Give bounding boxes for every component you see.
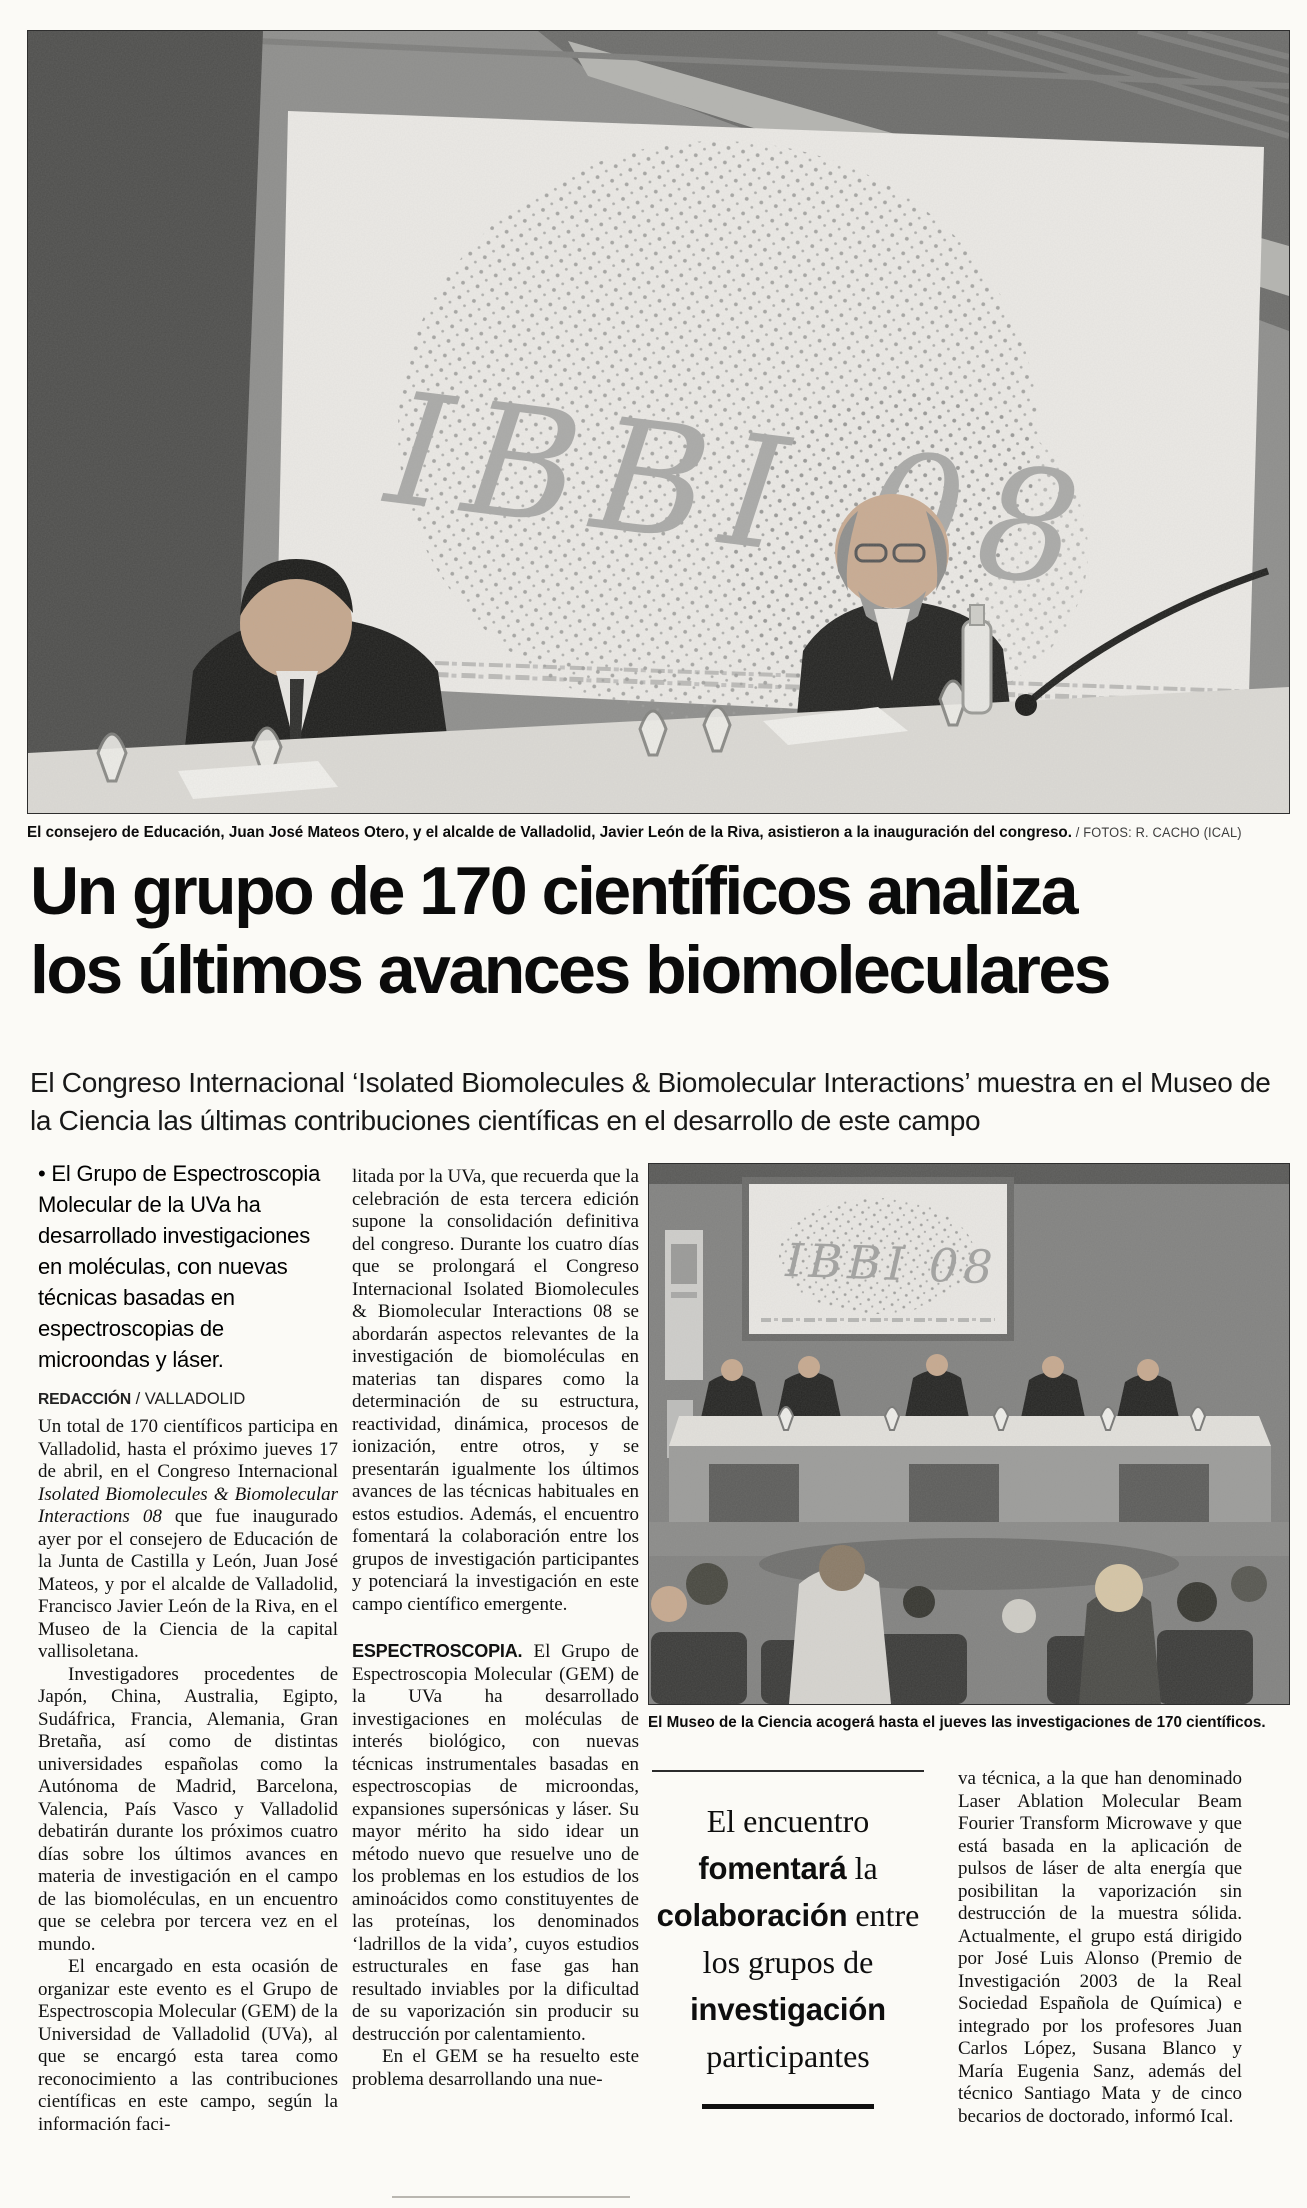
museum-panel-photo — [648, 1163, 1290, 1705]
top-photo-press-conference — [27, 30, 1290, 814]
top-photo-caption — [27, 824, 1281, 842]
body-paragraph-espectroscopia: ESPECTROSCOPIA. El Grupo de Espectroscopia Molecular (GEM) de la UVa ha desarrollado investigaciones en moléculas de interés biológico, con nuevas técnicas instrumentales basadas en espectroscopias de microondas, expansiones supersónicas y láser. Su mayor mérito ha sido idear un método nuevo que resuelve uno de los problemas en los estudios de los aminoácidos como constituyentes de las proteínas, los denominados ‘ladrillos de la vida’, cuyos estudios estructurales en fase gas han resultado inviables por la dificultad de su vaporización sin producir su destrucción por calentamiento. — [352, 1641, 639, 2045]
pull-quote-rule — [702, 2104, 874, 2109]
body-paragraph: En el GEM se ha resuelto este problema desarrollando una nue- — [352, 2046, 639, 2090]
pull-quote-text: El encuentro fomentará la colaboración entre los grupos de investigación participantes — [656, 1803, 920, 2074]
column-1 — [38, 1158, 338, 2136]
body-paragraph: El encargado en esta ocasión de organizar este evento es el Grupo de Espectroscopia Molecular (GEM) de la Universidad de Valladolid (UVa), al que se encargó esta tarea como reconocimiento a las contribuciones científicas en este campo, según la información faci- — [38, 1956, 338, 2135]
caption-text: El consejero de Educación, Juan José Mateos Otero, y el alcalde de Valladolid, Javier León de la Riva, asistieron a la inauguración del congreso. — [27, 824, 1072, 841]
museum-photo-caption: El Museo de la Ciencia acogerá hasta el jueves las investigaciones de 170 científicos. — [648, 1714, 1266, 1731]
photo-credit: / FOTOS: R. CACHO (ICAL) — [1071, 825, 1242, 840]
byline: REDACCIÓN / VALLADOLID — [38, 1390, 246, 1408]
headline-line2: los últimos avances biomoleculares — [30, 932, 1110, 1008]
film-grain-2 — [649, 1164, 1289, 1704]
museum-photo-illustration — [649, 1164, 1289, 1704]
headline-line1: Un grupo de 170 científicos analiza — [30, 853, 1077, 929]
pull-quote — [652, 1770, 924, 2109]
body-paragraph: va técnica, a la que han denominado Laser Ablation Molecular Beam Fourier Transform Microwave y que está basada en la aplicación de pulsos de láser de alta energía que posibilitan la vaporización sin destrucción de la muestra sólida. Actualmente, el grupo está dirigido por José Luis Alonso (Premio de Investigación 2003 de la Real Sociedad Española de Química) e integrado por los profesores Juan Carlos López, Susana Blanco y María Eugenia Sanz, además del técnico Santiago Mata y de cinco becarios de doctorado, informó Ical. — [958, 1768, 1242, 2127]
film-grain — [28, 31, 1289, 813]
lead-summary: • El Grupo de Espectroscopia Molecular de la UVa ha desarrollado investigaciones en moléculas, con nuevas técnicas basadas en espectroscopias de microondas y láser. — [38, 1161, 321, 1372]
body-paragraph: litada por la UVa, que recuerda que la celebración de esta tercera edición supone la consolidación definitiva del congreso. Durante los cuatro días que se prolongará el Congreso Internacional Isolated Biomolecules & Biomolecular Interactions 08 se abordarán aspectos relevantes de la investigación de biomoléculas en materias tan dispares como la determinación de su estructura, reactividad, dinámica, procesos de ionización, entre otros, y se presentarán igualmente los últimos avances de las técnicas habituales en estos estudios. Además, el encuentro fomentará la colaboración entre los grupos de investigación participantes y potenciará la investigación en este campo científico emergente. — [352, 1166, 639, 1615]
body-paragraph: Investigadores procedentes de Japón, China, Australia, Egipto, Sudáfrica, Francia, Alemania, Gran Bretaña, así como de distintas universidades españolas como la Autónoma de Madrid, Barcelona, Valencia, País Vasco y Valladolid debatirán durante los próximos cuatro días sobre los últimos avances en materia de investigación en el campo de las biomoléculas, en un encuentro que se celebra por tercera vez en el mundo. — [38, 1663, 338, 1955]
top-photo-illustration — [28, 31, 1289, 813]
body-paragraph: Un total de 170 científicos participa en Valladolid, hasta el próximo jueves 17 de abril, en el Congreso Internacional Isolated Biomolecules & Biomolecular Interactions 08 que fue inaugurado ayer por el consejero de Educación de la Junta de Castilla y León, Juan José Mateos, y por el alcalde de Valladolid, Francisco Javier León de la Riva, en el Museo de la Ciencia de la capital vallisoletana. — [38, 1416, 338, 1662]
column-2 — [352, 1166, 639, 2091]
subheadline: El Congreso Internacional ‘Isolated Biomolecules & Biomolecular Interactions’ muestra en el Museo de la Ciencia las últimas contribuciones científicas en el desarrollo de este campo — [30, 1067, 1271, 1136]
column-4 — [958, 1768, 1242, 2128]
main-headline — [30, 852, 1290, 1010]
bottom-rule — [392, 2196, 630, 2198]
